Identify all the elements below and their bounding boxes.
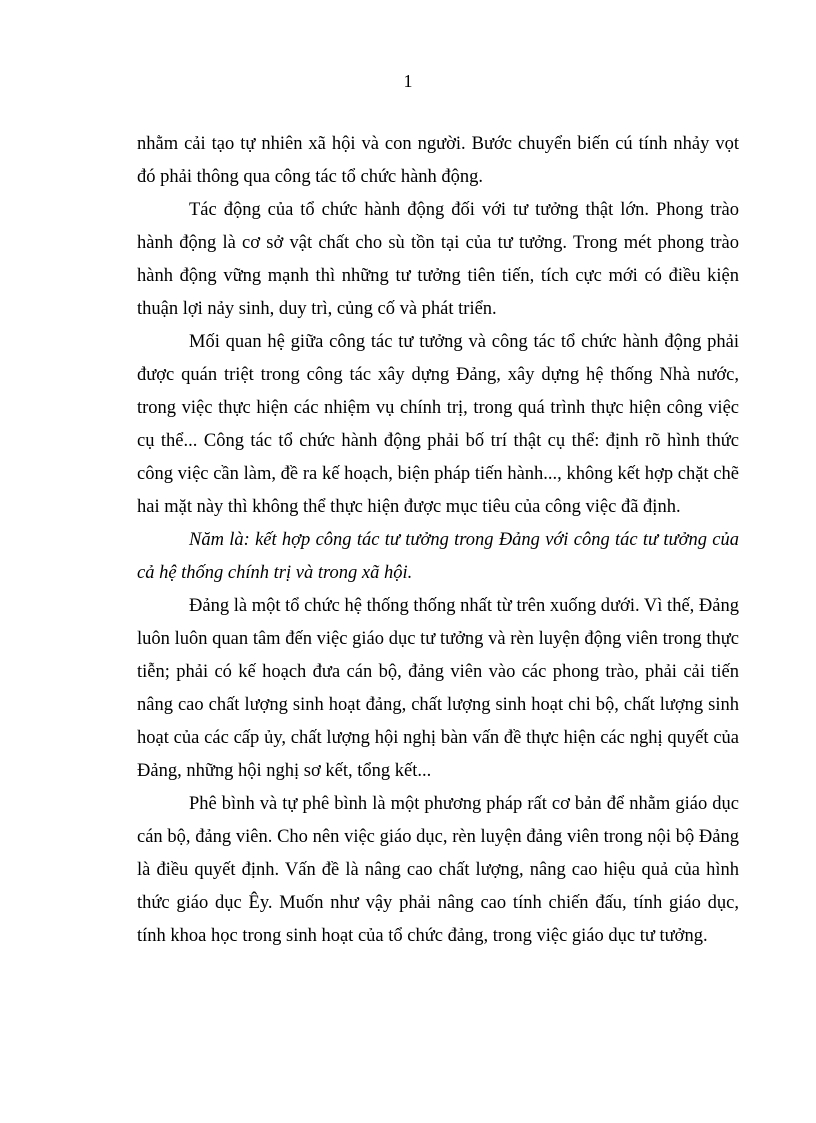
paragraph-continuation: nhằm cải tạo tự nhiên xã hội và con người. Bước chuyển biến cú tính nhảy vọt đó phải thông qua công tác tổ chức hành động. — [137, 134, 739, 187]
section-heading-italic: Năm là: kết hợp công tác tư tưởng trong Đảng với công tác tư tưởng của cả hệ thống chính trị và trong xã hội. — [137, 530, 739, 583]
page-number: 1 — [403, 71, 413, 91]
body-text — [137, 128, 739, 953]
paragraph: Tác động của tổ chức hành động đối với tư tưởng thật lớn. Phong trào hành động là cơ sở vật chất cho sù tồn tại của tư tưởng. Trong mét phong trào hành động vững mạnh thì những tư tưởng tiên tiến, tích cực mới có điều kiện thuận lợi nảy sinh, duy trì, củng cố và phát triển. — [137, 200, 739, 319]
paragraph: Phê bình và tự phê bình là một phương pháp rất cơ bản để nhằm giáo dục cán bộ, đảng viên. Cho nên việc giáo dục, rèn luyện đảng viên trong nội bộ Đảng là điều quyết định. Vấn đề là nâng cao chất lượng, nâng cao hiệu quả của hình thức giáo dục Êy. Muốn như vậy phải nâng cao tính chiến đấu, tính giáo dục, tính khoa học trong sinh hoạt của tổ chức đảng, trong việc giáo dục tư tưởng. — [137, 794, 739, 946]
paragraph: Mối quan hệ giữa công tác tư tưởng và công tác tổ chức hành động phải được quán triệt trong công tác xây dựng Đảng, xây dựng hệ thống Nhà nước, trong việc thực hiện các nhiệm vụ chính trị, trong quá trình thực hiện công việc cụ thể... Công tác tổ chức hành động phải bố trí thật cụ thể: định rõ hình thức công việc cần làm, đề ra kế hoạch, biện pháp tiến hành..., không kết hợp chặt chẽ hai mặt này thì không thể thực hiện được mục tiêu của công việc đã định. — [137, 332, 739, 517]
paragraph: Đảng là một tổ chức hệ thống thống nhất từ trên xuống dưới. Vì thế, Đảng luôn luôn quan tâm đến việc giáo dục tư tưởng và rèn luyện động viên trong thực tiễn; phải có kế hoạch đưa cán bộ, đảng viên vào các phong trào, phải cải tiến nâng cao chất lượng sinh hoạt đảng, chất lượng sinh hoạt chi bộ, chất lượng sinh hoạt của các cấp ủy, chất lượng hội nghị bàn vấn đề thực hiện các nghị quyết của Đảng, những hội nghị sơ kết, tổng kết... — [137, 596, 739, 781]
